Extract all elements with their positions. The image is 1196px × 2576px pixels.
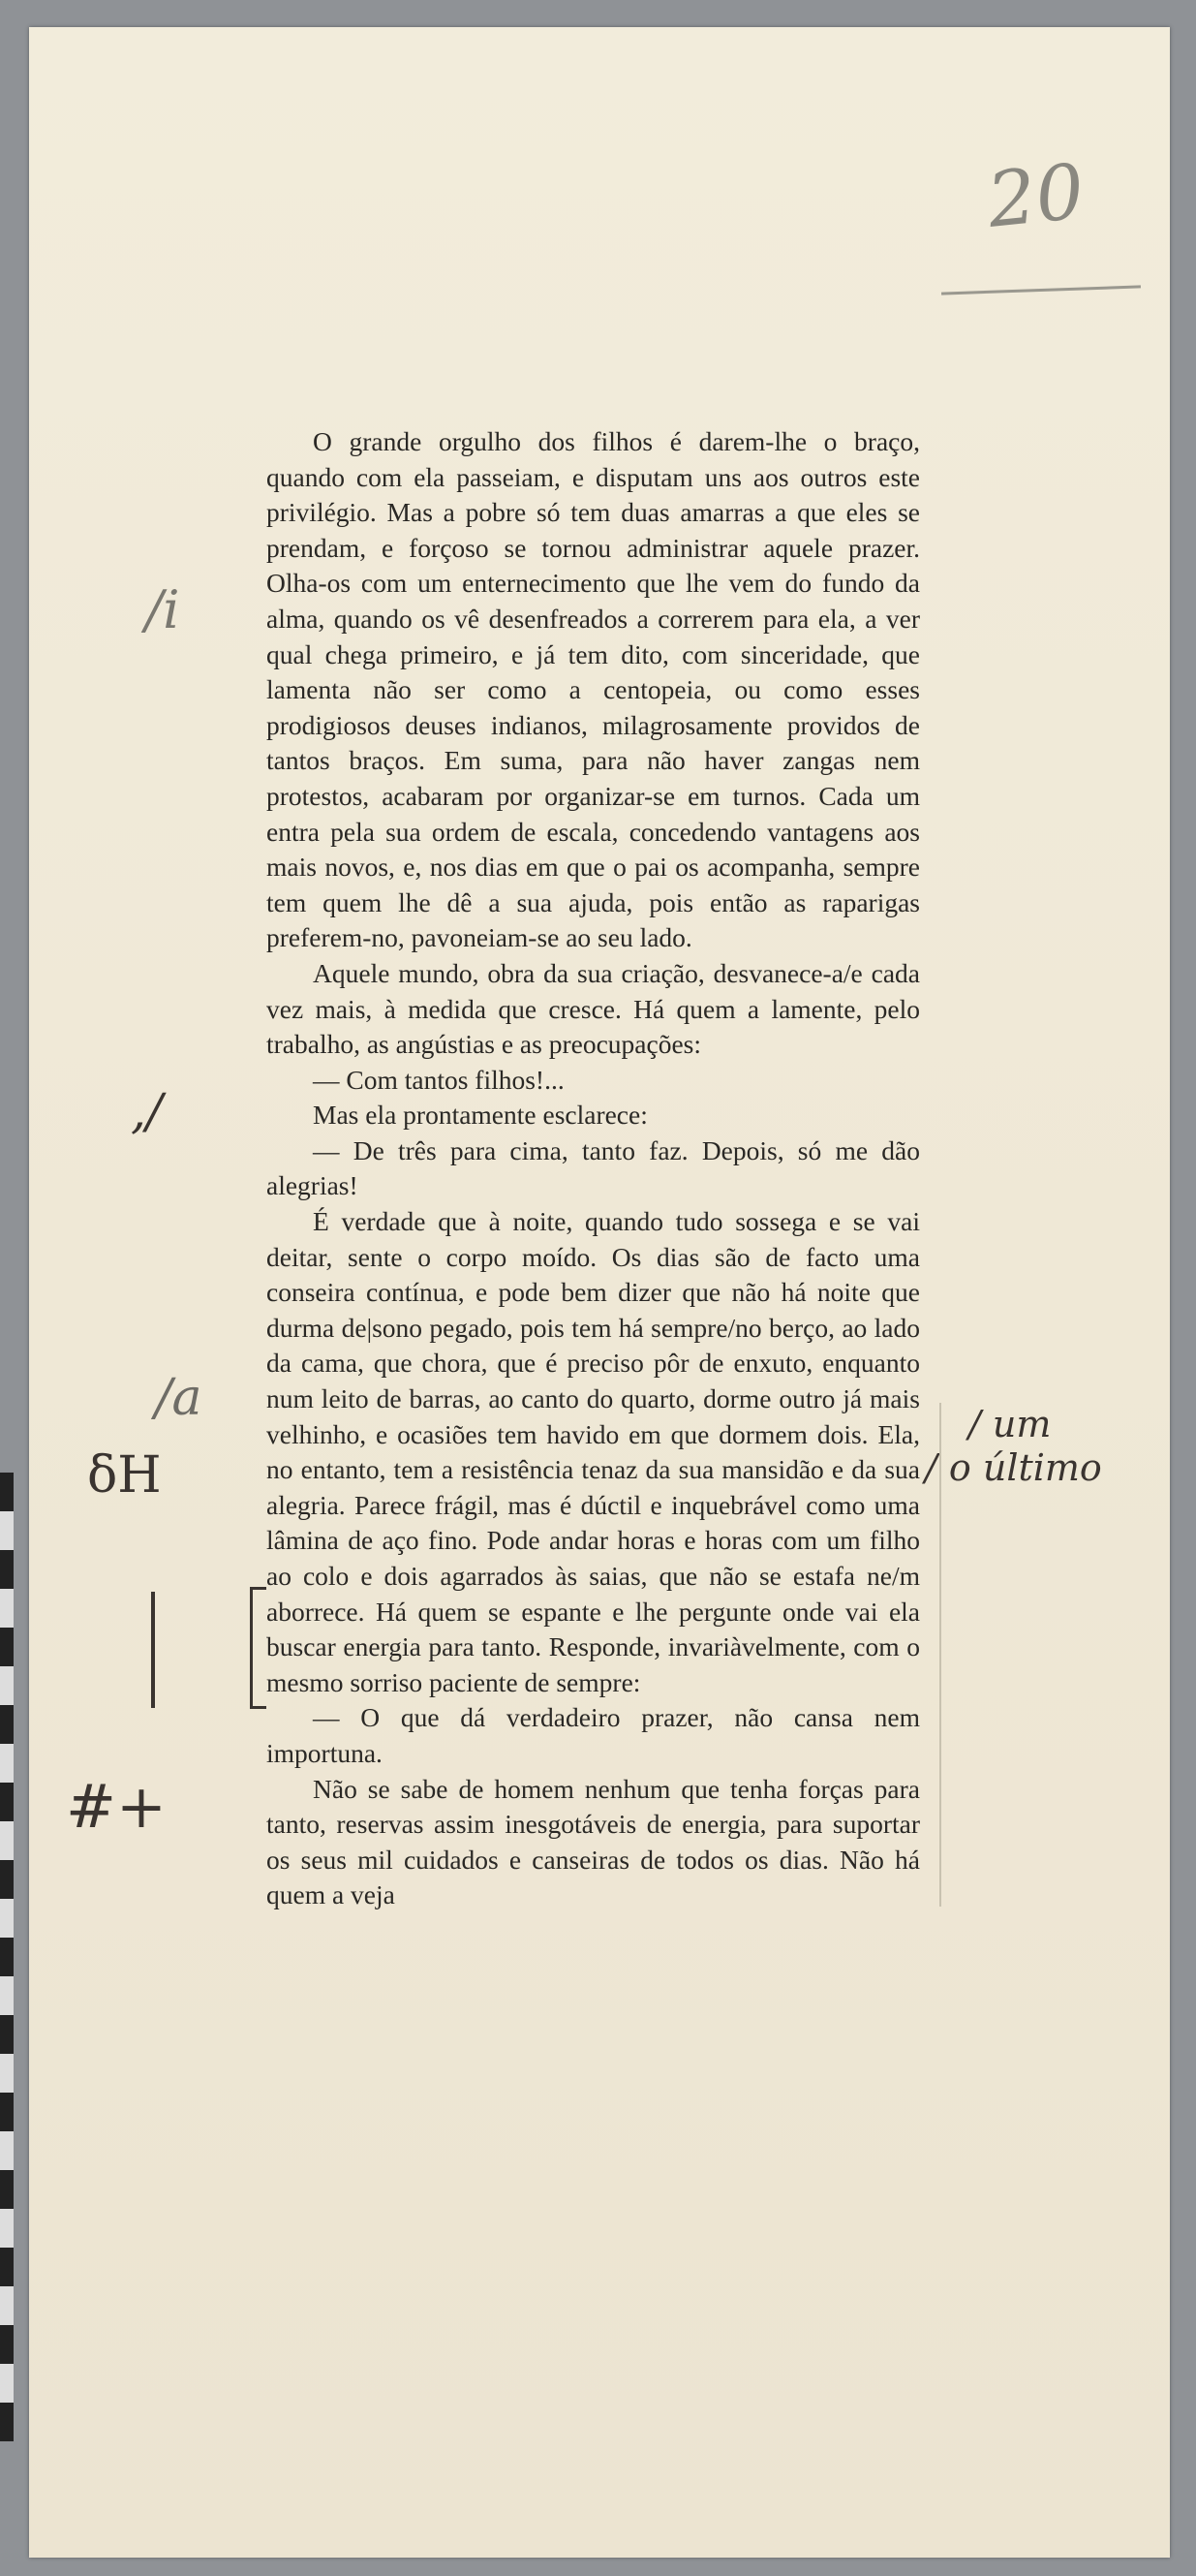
- dialog-line-3: — O que dá verdadeiro prazer, não cansa nem importuna.: [266, 1702, 920, 1768]
- typed-text-block: [266, 424, 920, 1913]
- page-number: 20: [983, 148, 1089, 245]
- paragraph-5: Não se sabe de homem nenhum que tenha forças para tanto, reservas assim inesgotáveis de energia, para suportar os seus mil cuidados e canseiras de todos os dias. Não há quem a veja: [266, 1773, 920, 1910]
- document-page: [29, 27, 1170, 2558]
- margin-note-ultimo: / o último: [925, 1446, 1102, 1489]
- pasted-slip-edge: [930, 1403, 941, 1907]
- margin-note-um: / um: [968, 1403, 1052, 1445]
- margin-note-comma: ,/: [131, 1083, 163, 1139]
- margin-note-a: /a: [155, 1369, 202, 1427]
- margin-note-i: /i: [145, 579, 180, 640]
- margin-note-dh: δH: [87, 1446, 162, 1505]
- dialog-line-2: — De três para cima, tanto faz. Depois, só me dão alegrias!: [266, 1134, 920, 1201]
- page-number-underline: [941, 285, 1141, 295]
- dialog-line-1: — Com tantos filhos!...: [313, 1064, 565, 1095]
- margin-note-hash: #+: [66, 1771, 167, 1842]
- margin-bracket: [250, 1587, 266, 1709]
- paragraph-4: É verdade que à noite, quando tudo sossega e se vai deitar, sente o corpo moído. Os dias são de facto uma conseira contínua, e pode bem dizer que não há noite que durma de|sono pegado, pois tem há sempre/no berço, ao lado da cama, que chora, que é preciso pôr de enxuto, enquanto num leito de barras, ao canto do quarto, dorme outro já mais velhinho, e ocasiões tem havido em que dormem dois. Ela, no entanto, tem a resistência tenaz da sua mansidão e da sua alegria. Parece frágil, mas é dúctil e inquebrável como uma lâmina de aço fino. Pode andar horas e horas com um filho ao colo e dois agarrados às saias, que não se estafa ne/m aborrece. Há quem se espante e lhe pergunte onde vai ela buscar energia para tanto. Responde, invariàvelmente, com o mesmo sorriso paciente de sempre:: [266, 1206, 920, 1697]
- paragraph-3: Mas ela prontamente esclarece:: [313, 1100, 648, 1131]
- paragraph-2: Aquele mundo, obra da sua criação, desvanece-a/e cada vez mais, à medida que cresce. Há quem a lamente, pelo trabalho, as angústias e as preocupações:: [266, 957, 920, 1060]
- margin-vertical-stroke: [151, 1592, 155, 1708]
- paragraph-1: O grande orgulho dos filhos é darem-lhe o braço, quando com ela passeiam, e disputam uns aos outros este privilégio. Mas a pobre só tem duas amarras a que eles se prendam, e forçoso se tornou administrar aquele prazer. Olha-os com um enternecimento que lhe vem do fundo da alma, quando os vê desenfreados a correrem para ela, a ver qual chega primeiro, e já tem dito, com sinceridade, que lamenta não ser como a centopeia, ou como esses prodigiosos deuses indianos, milagrosamente providos de tantos braços. Em suma, para não haver zangas nem protestos, acabaram por organizar-se em turnos. Cada um entra pela sua ordem de escala, concedendo vantagens aos mais novos, e, nos dias em que o pai os acompanha, sempre tem quem lhe dê a sua ajuda, pois então as raparigas preferem-no, pavoneiam-se ao seu lado.: [266, 426, 920, 953]
- scanner-calibration-strip: [0, 1473, 14, 2441]
